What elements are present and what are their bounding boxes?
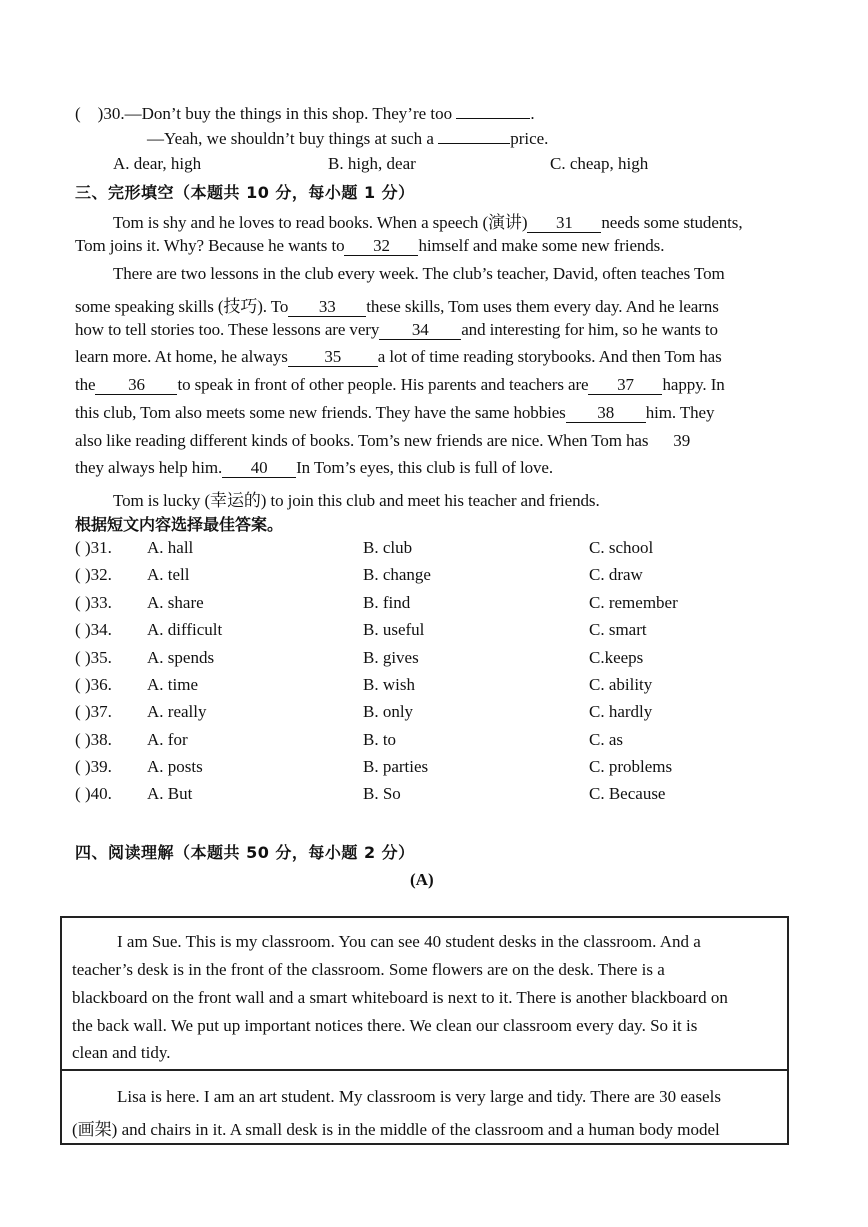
- option-c[interactable]: C. cheap, high: [550, 154, 649, 173]
- passage-text: himself and make some new friends.: [418, 236, 665, 255]
- passage-text: Tom joins it. Why? Because he wants to: [75, 236, 345, 255]
- option-c[interactable]: C. remember: [589, 593, 678, 612]
- question-row: [75, 784, 775, 810]
- passage-line: There are two lessons in the club every week. The club’s teacher, David, often teaches Tom: [113, 264, 725, 283]
- answer-paren[interactable]: (: [75, 784, 81, 803]
- question-row: [75, 757, 775, 783]
- passage-line: Tom is lucky (幸运的) to join this club and meet his teacher and friends.: [113, 491, 600, 510]
- blank-36[interactable]: 36: [95, 376, 177, 395]
- answer-paren[interactable]: (: [75, 675, 81, 694]
- option-a[interactable]: A. for: [147, 730, 188, 749]
- answer-paren[interactable]: (: [75, 702, 81, 721]
- passage-text: also like reading different kinds of books. Tom’s new friends are nice. When Tom has: [75, 431, 649, 450]
- option-c[interactable]: C. smart: [589, 620, 647, 639]
- option-a[interactable]: A. hall: [147, 538, 194, 557]
- option-c[interactable]: C. ability: [589, 675, 653, 694]
- passage-text: to speak in front of other people. His parents and teachers are: [177, 375, 589, 394]
- option-a[interactable]: A. dear, high: [113, 154, 202, 173]
- passage-text: needs some students,: [601, 213, 743, 232]
- answer-paren[interactable]: (: [75, 757, 81, 776]
- option-c[interactable]: C.keeps: [589, 648, 644, 667]
- question-row: [75, 702, 775, 728]
- question-text: —Don’t buy the things in this shop. They’re too: [124, 104, 453, 123]
- passage-line: [75, 236, 664, 256]
- option-a[interactable]: A. time: [147, 675, 198, 694]
- section-title: 四、阅读理解（本题共 50 分，每小题 2 分）: [75, 843, 415, 862]
- blank-33[interactable]: 33: [288, 298, 366, 317]
- question-number: )31.: [85, 538, 112, 557]
- option-c[interactable]: C. as: [589, 730, 623, 749]
- answer-paren[interactable]: (: [75, 565, 81, 584]
- passage-line: [75, 458, 553, 478]
- answer-paren[interactable]: (: [75, 538, 81, 557]
- blank-40[interactable]: 40: [222, 459, 296, 478]
- question-row: [75, 593, 775, 619]
- blank-35[interactable]: 35: [288, 348, 378, 367]
- option-b[interactable]: B. find: [363, 593, 411, 612]
- passage-label: (A): [410, 870, 434, 889]
- question-number: )30.: [97, 104, 125, 123]
- passage-text: the: [75, 375, 96, 394]
- option-c[interactable]: C. school: [589, 538, 654, 557]
- blank-32[interactable]: 32: [344, 237, 418, 256]
- passage-line: [75, 320, 718, 340]
- option-c[interactable]: C. hardly: [589, 702, 653, 721]
- option-c[interactable]: C. problems: [589, 757, 673, 776]
- question-number: )36.: [85, 675, 112, 694]
- option-a[interactable]: A. But: [147, 784, 193, 803]
- option-b[interactable]: B. So: [363, 784, 401, 803]
- question-number: )38.: [85, 730, 112, 749]
- option-b[interactable]: B. club: [363, 538, 413, 557]
- answer-blank[interactable]: [456, 118, 530, 119]
- question-row: [75, 620, 775, 646]
- passage-line: the back wall. We put up important notices there. We clean our classroom every day. So it is: [72, 1016, 698, 1035]
- blank-34[interactable]: 34: [379, 321, 461, 340]
- answer-paren[interactable]: (: [75, 730, 81, 749]
- passage-text: Tom is shy and he loves to read books. When a speech (演讲): [113, 213, 528, 232]
- passage-line: [75, 403, 714, 423]
- option-a[interactable]: A. posts: [147, 757, 203, 776]
- question-text: —Yeah, we shouldn’t buy things at such a: [147, 129, 434, 148]
- passage-text: In Tom’s eyes, this club is full of love.: [296, 458, 554, 477]
- passage-line: I am Sue. This is my classroom. You can see 40 student desks in the classroom. And a: [117, 932, 701, 951]
- passage-text: these skills, Tom uses them every day. And he learns: [366, 297, 719, 316]
- passage-line: (画架) and chairs in it. A small desk is in the middle of the classroom and a human body model: [72, 1120, 720, 1139]
- option-b[interactable]: B. to: [363, 730, 397, 749]
- punct: .: [530, 104, 535, 123]
- answer-paren[interactable]: (: [75, 620, 81, 639]
- option-b[interactable]: B. wish: [363, 675, 415, 694]
- passage-line: [75, 347, 722, 367]
- passage-text: happy. In: [662, 375, 725, 394]
- option-b[interactable]: B. useful: [363, 620, 425, 639]
- question-row: [75, 675, 775, 701]
- passage-text: learn more. At home, he always: [75, 347, 288, 366]
- question-row: [75, 565, 775, 591]
- question-row: [75, 730, 775, 756]
- option-b[interactable]: B. high, dear: [328, 154, 416, 173]
- question-30-line1: [75, 104, 535, 124]
- passage-text: they always help him.: [75, 458, 223, 477]
- passage-box-a1: [60, 916, 789, 1071]
- question-number: )34.: [85, 620, 112, 639]
- passage-line: Lisa is here. I am an art student. My classroom is very large and tidy. There are 30 easels: [117, 1087, 721, 1106]
- question-row: [75, 648, 775, 674]
- passage-line: teacher’s desk is in the front of the classroom. Some flowers are on the desk. There is a: [72, 960, 665, 979]
- passage-line: [75, 375, 725, 395]
- passage-text: and interesting for him, so he wants to: [461, 320, 718, 339]
- option-b[interactable]: B. parties: [363, 757, 429, 776]
- question-number: )40.: [85, 784, 112, 803]
- question-number: )37.: [85, 702, 112, 721]
- option-a[interactable]: A. really: [147, 702, 207, 721]
- option-c[interactable]: C. Because: [589, 784, 666, 803]
- passage-text: how to tell stories too. These lessons are very: [75, 320, 380, 339]
- question-number: )35.: [85, 648, 112, 667]
- answer-paren[interactable]: (: [75, 593, 81, 612]
- option-a[interactable]: A. share: [147, 593, 204, 612]
- passage-text: some speaking skills (技巧). To: [75, 297, 289, 316]
- passage-line: [75, 292, 719, 317]
- answer-blank[interactable]: [438, 143, 510, 144]
- question-text-end: price.: [510, 129, 549, 148]
- passage-line: [113, 208, 742, 233]
- question-number: )33.: [85, 593, 112, 612]
- question-number: )32.: [85, 565, 112, 584]
- blank-38[interactable]: 38: [566, 404, 646, 423]
- blank-31[interactable]: 31: [527, 214, 601, 233]
- option-a[interactable]: A. spends: [147, 648, 215, 667]
- passage-text: him. They: [645, 403, 715, 422]
- passage-line: clean and tidy.: [72, 1043, 171, 1062]
- option-b[interactable]: B. gives: [363, 648, 419, 667]
- answer-paren[interactable]: (: [75, 648, 81, 667]
- option-a[interactable]: A. difficult: [147, 620, 223, 639]
- option-c[interactable]: C. draw: [589, 565, 643, 584]
- section-title: 三、完形填空（本题共 10 分，每小题 1 分）: [75, 183, 415, 202]
- passage-text: a lot of time reading storybooks. And then Tom has: [377, 347, 722, 366]
- passage-line: [75, 431, 690, 451]
- passage-box-a2: [60, 1069, 789, 1145]
- option-b[interactable]: B. only: [363, 702, 414, 721]
- passage-text: this club, Tom also meets some new friends. They have the same hobbies: [75, 403, 566, 422]
- option-a[interactable]: A. tell: [147, 565, 190, 584]
- blank-39[interactable]: 39: [673, 431, 691, 450]
- question-row: [75, 538, 775, 564]
- blank-37[interactable]: 37: [588, 376, 662, 395]
- instruction: 根据短文内容选择最佳答案。: [75, 515, 284, 534]
- passage-line: blackboard on the front wall and a smart whiteboard is next to it. There is another blackboard on: [72, 988, 728, 1007]
- answer-paren: (: [75, 104, 81, 123]
- question-number: )39.: [85, 757, 112, 776]
- question-30-line2: [147, 129, 548, 149]
- option-b[interactable]: B. change: [363, 565, 431, 584]
